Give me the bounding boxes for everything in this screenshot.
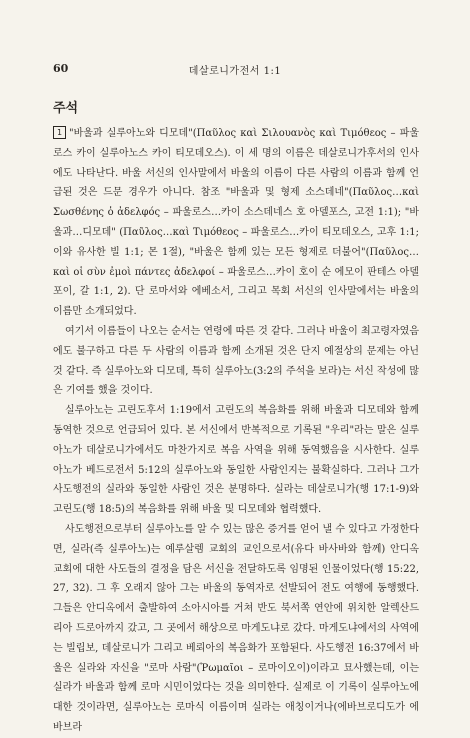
paragraph — [53, 124, 419, 322]
paragraph: 여기서 이름들이 나오는 순서는 연령에 따른 것 같다. 그러나 바울이 최고령자였음에도 불구하고 다른 두 사람의 이름과 함께 소개된 것은 단지 예절상의 문제는 아닌 것 같다. 즉 실루아노와 디모데, 특히 실루아노(3:2의 주석을 보라)는 서신 작성에 많은 기여를 했을 것이다. — [53, 325, 419, 397]
page-number: 60 — [53, 62, 69, 75]
paragraph: 사도행전으로부터 실루아노를 알 수 있는 많은 증거를 얻어 낼 수 있다고 가정한다면, 실라(즉 실루아노)는 예루살렘 교회의 교인으로서(유다 바사바와 함께) 안디옥 교회에 대한 사도들의 결정을 담은 서신을 전달하도록 임명된 인물이었다(행 15:22, 27, 32). 그 후 오래지 않아 그는 바울의 동역자로 선발되어 전도 여행에 동행했다. 그들은 안디옥에서 출발하여 소아시아를 거쳐 반도 북서쪽 연안에 위치한 알렉산드리아 드로아까지 갔고, 그 곳에서 해상으로 마게도냐로 갔다. 마게도냐에서의 사역에는 빌립보, 데살로니가 그리고 베뢰아의 복음화가 포함된다. 사도행전 16:37에서 바울은 실라와 자신을 "로마 사람"(Ῥωμαῖοι – 로마이오이)이라고 묘사했는데, 이는 실라가 바울과 함께 로마 시민이었다는 것을 의미한다. 실제로 이 기록이 실루아노에 대한 것이라면, 실루아노는 로마식 이름이며 실라는 애칭이거나(에바브로디도가 에바브라 — [53, 523, 419, 733]
note-number-box: 1 — [53, 126, 66, 139]
section-title: 주석 — [53, 101, 79, 116]
commentary-body — [53, 124, 419, 738]
running-title: 데살로니가전서 1:1 — [188, 66, 282, 77]
paragraph-text: "바울과 실루아노와 디모데"(Παῦλος καὶ Σιλουανὸς καὶ Τιμόθεος – 파울로스 카이 실루아노스 카이 티모데오스). 이 세 명의 이름은 데살로니가후서의 인사에도 나타난다. 바울 서신의 인사말에서 바울의 이름이 다른 사람의 이름과 함께 언급된 것은 드문 경우가 아니다. 참조 "바울과 및 형제 소스데네"(Παῦλος…καὶ Σωσθένης ὁ ἀδελφός – 파울로스…카이 소스데네스 호 아델포스, 고전 1:1); "바울과…디모데" (Παῦλος…καὶ Τιμόθεος – 파울로스…카이 티모데오스, 고후 1:1; 이와 유사한 빌 1:1; 몬 1절), "바울은 함께 있는 모든 형제로 더불어"(Παῦλος…καὶ οἱ σὺν ἐμοὶ πάντες ἀδελφοί – 파울로스…카이 호이 순 에모이 판테스 아델포이, 갈 1:1, 2). 단 로마서와 에베소서, 그리고 목회 서신의 인사말에서는 바울의 이름만 소개되었다. — [53, 128, 419, 318]
page-header — [0, 62, 470, 82]
paragraph: 실루아노는 고린도후서 1:19에서 고린도의 복음화를 위해 바울과 디모데와 함께 동역한 것으로 언급되어 있다. 본 서신에서 반복적으로 기록된 "우리"라는 말은 실루아노가 데살로니가에서도 마찬가지로 복음 사역을 위해 동역했음을 시사한다. 실루아노가 베드로전서 5:12의 실루아노와 동일한 사람인지는 불확실하다. 그러나 그가 사도행전의 실라와 동일한 사람인 것은 분명하다. 실라는 데살로니가(행 17:1-9)와 고린도(행 18:5)의 복음화를 위해 바울 및 디모데와 협력했다. — [53, 405, 419, 516]
